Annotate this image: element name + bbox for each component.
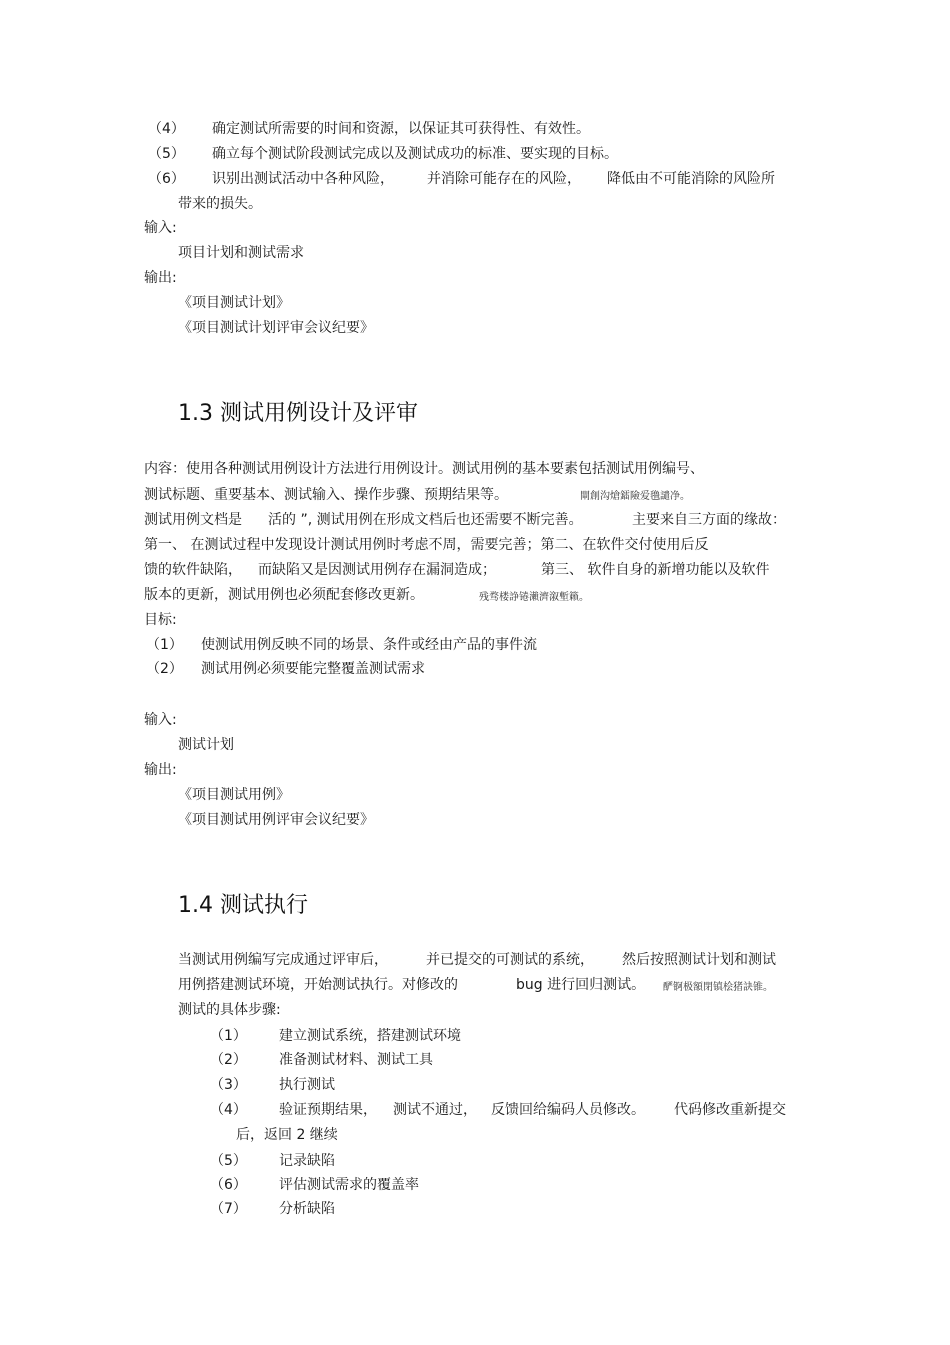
noise-text: 酽锕极額閉镇桧猪訣锥。 — [663, 982, 773, 993]
paragraph-line: 然后按照测试计划和测试 — [622, 952, 776, 968]
step-text: 准备测试材料、测试工具 — [279, 1052, 433, 1068]
output-item: 《项目测试用例》 — [178, 787, 290, 803]
list-item-text: 降低由不可能消除的风险所 — [607, 171, 775, 187]
input-label: 输入: — [144, 712, 177, 728]
paragraph-line: 活的 ”, 测试用例在形成文档后也还需要不断完善。 — [268, 512, 583, 528]
output-item: 《项目测试用例评审会议纪要》 — [178, 812, 374, 828]
output-label: 输出: — [144, 762, 177, 778]
step-text: 执行测试 — [279, 1077, 335, 1093]
paragraph-line: 馈的软件缺陷， — [144, 562, 242, 578]
output-item: 《项目测试计划评审会议纪要》 — [178, 320, 374, 336]
paragraph-line: 测试的具体步骤: — [178, 1002, 281, 1018]
paragraph-line: 第三、 软件自身的新增功能以及软件 — [541, 562, 770, 578]
list-number: （4） — [148, 121, 185, 137]
paragraph-line: 并已提交的可测试的系统， — [426, 952, 594, 968]
step-text: 分析缺陷 — [279, 1201, 335, 1217]
section-heading: 1.4 测试执行 — [178, 893, 308, 918]
list-item-text: 测试用例必须要能完整覆盖测试需求 — [201, 661, 425, 677]
step-text: 代码修改重新提交 — [674, 1102, 786, 1118]
input-value: 测试计划 — [178, 737, 234, 753]
step-number: （3） — [210, 1077, 247, 1093]
paragraph-line: 而缺陷又是因测试用例存在漏洞造成； — [258, 562, 496, 578]
step-text: 测试不通过， — [393, 1102, 477, 1118]
list-number: （6） — [148, 171, 185, 187]
paragraph-line: 测试标题、重要基本、测试输入、操作步骤、预期结果等。 — [144, 487, 508, 503]
paragraph-line: 当测试用例编写完成通过评审后， — [178, 952, 388, 968]
noise-text: 残骛楼諍锩瀨濟溆塹籟。 — [479, 592, 589, 603]
step-text: 建立测试系统，搭建测试环境 — [279, 1028, 461, 1044]
step-number: （5） — [210, 1153, 247, 1169]
step-text: 反馈回给编码人员修改。 — [491, 1102, 645, 1118]
list-number: （2） — [146, 661, 183, 677]
output-label: 输出: — [144, 270, 177, 286]
list-item-text: 并消除可能存在的风险， — [427, 171, 581, 187]
list-item-text: 识别出测试活动中各种风险， — [212, 171, 394, 187]
list-number: （1） — [146, 637, 183, 653]
list-item-text: 带来的损失。 — [178, 196, 262, 212]
output-item: 《项目测试计划》 — [178, 295, 290, 311]
list-number: （5） — [148, 146, 185, 162]
step-number: （4） — [210, 1102, 247, 1118]
step-number: （7） — [210, 1201, 247, 1217]
step-number: （2） — [210, 1052, 247, 1068]
paragraph-line: 用例搭建测试环境，开始测试执行。对修改的 — [178, 977, 458, 993]
input-label: 输入: — [144, 220, 177, 236]
paragraph-line: 版本的更新，测试用例也必须配套修改更新。 — [144, 587, 424, 603]
goal-label: 目标: — [144, 612, 177, 628]
paragraph-line: 第一、 在测试过程中发现设计测试用例时考虑不周，需要完善；第二、在软件交付使用后反 — [144, 537, 709, 553]
input-value: 项目计划和测试需求 — [178, 245, 304, 261]
paragraph-line: 测试用例文档是 — [144, 512, 242, 528]
paragraph-line: 主要来自三方面的缘故： — [632, 512, 786, 528]
paragraph-line: bug 进行回归测试。 — [516, 977, 646, 993]
step-text: 验证预期结果， — [279, 1102, 377, 1118]
step-number: （1） — [210, 1028, 247, 1044]
list-item-text: 确立每个测试阶段测试完成以及测试成功的标准、要实现的目标。 — [212, 146, 618, 162]
noise-text: 閘創沟熗鐳險爱氇譴净。 — [580, 491, 690, 502]
step-number: （6） — [210, 1177, 247, 1193]
section-heading: 1.3 测试用例设计及评审 — [178, 401, 418, 426]
list-item-text: 使测试用例反映不同的场景、条件或经由产品的事件流 — [201, 637, 537, 653]
step-text: 记录缺陷 — [279, 1153, 335, 1169]
paragraph-line: 内容：使用各种测试用例设计方法进行用例设计。测试用例的基本要素包括测试用例编号、 — [144, 461, 704, 477]
list-item-text: 确定测试所需要的时间和资源，以保证其可获得性、有效性。 — [212, 121, 590, 137]
step-text: 后，返回 2 继续 — [236, 1127, 338, 1143]
list-item — [148, 120, 185, 138]
step-text: 评估测试需求的覆盖率 — [279, 1177, 419, 1193]
